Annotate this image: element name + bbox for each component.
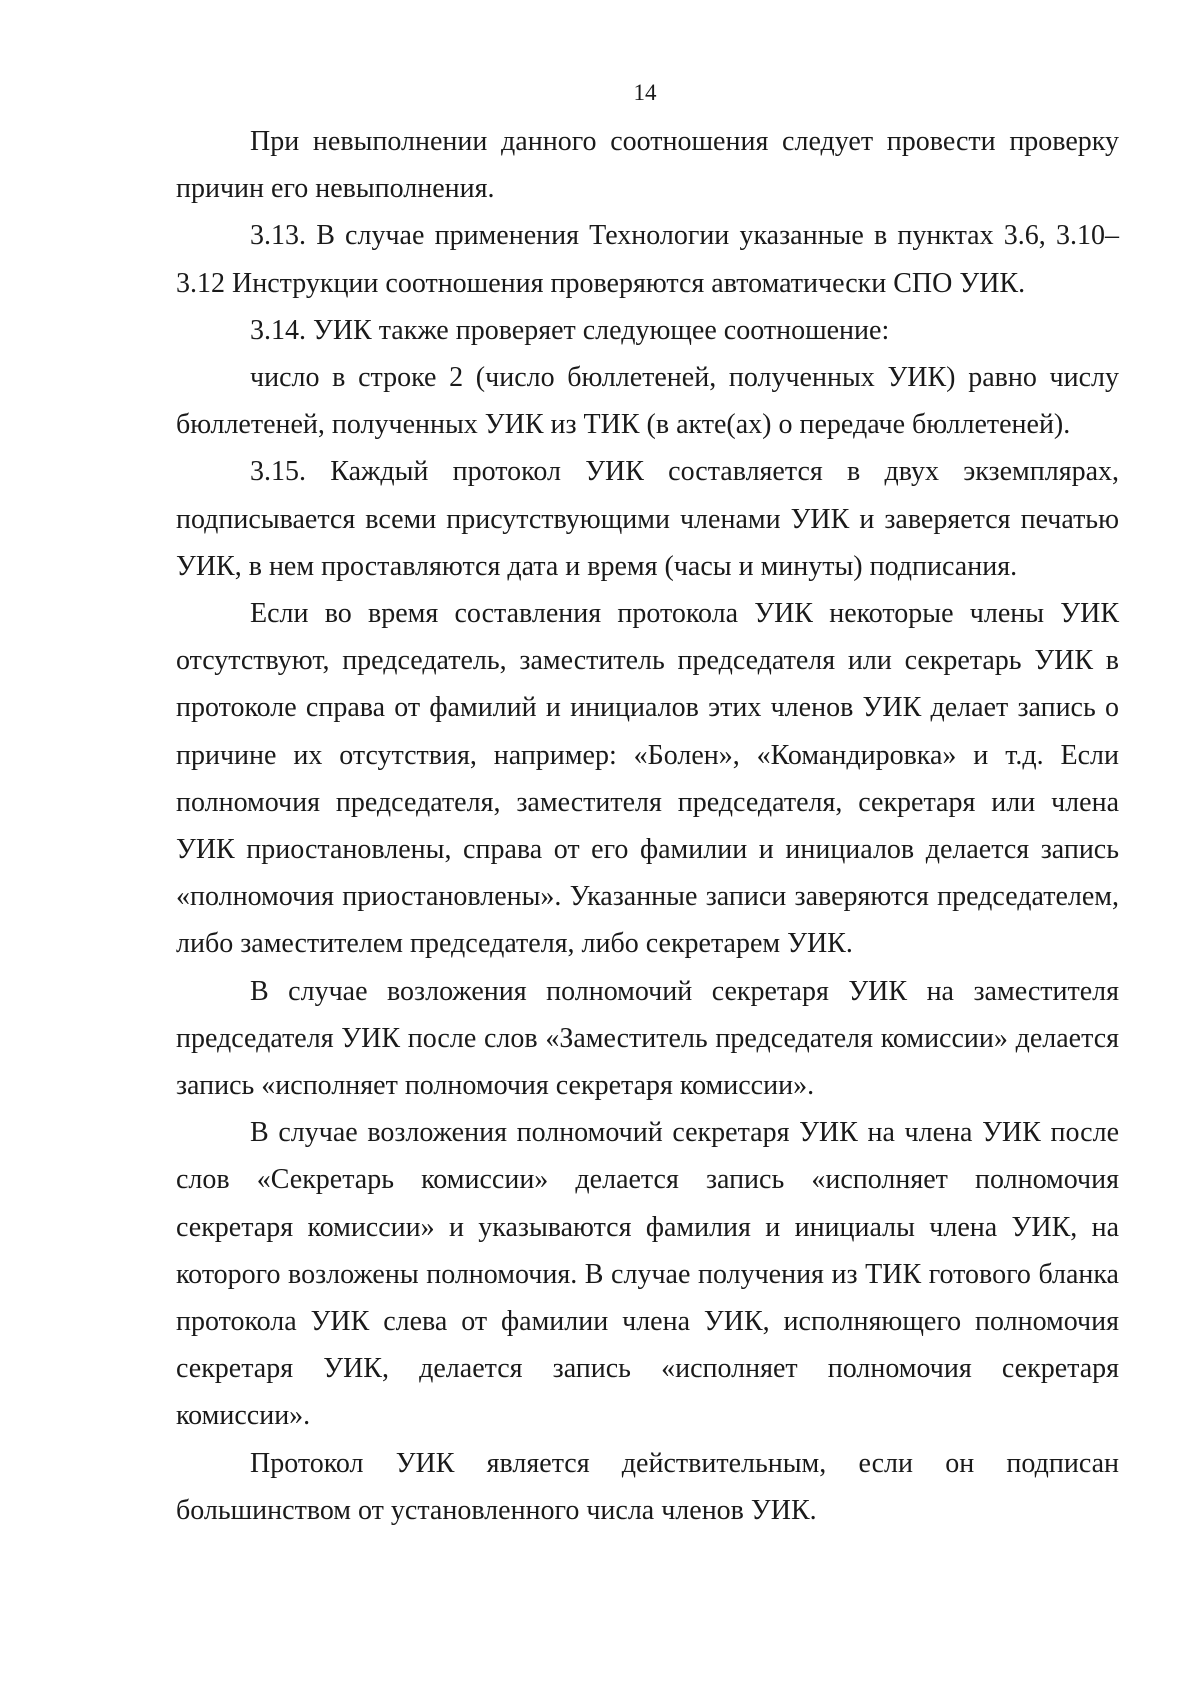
paragraph-verification-note: При невыполнении данного соотношения следует провести проверку причин его невыполнения. <box>176 126 1119 205</box>
paragraph-absent-members: Если во время составления протокола УИК некоторые члены УИК отсутствуют, председатель, заместитель председателя или секретарь УИК в протоколе справа от фамилий и инициалов этих членов УИК делает запись о причине их отсутствия, например: «Болен», «Командировка» и т.д. Если полномочия председателя, заместителя председателя, секретаря или члена УИК приостановлены, справа от его фамилии и инициалов делается запись «полномочия приостановлены». Указанные записи заверяются председателем, либо заместителем председателя, либо секретарем УИК. <box>176 598 1119 960</box>
paragraph-3-14-ratio: число в строке 2 (число бюллетеней, полученных УИК) равно числу бюллетеней, полученных УИК из ТИК (в акте(ах) о передаче бюллетеней). <box>176 362 1119 441</box>
paragraph-3-14: 3.14. УИК также проверяет следующее соотношение: <box>250 314 890 346</box>
document-body <box>176 118 1119 1534</box>
paragraph-3-13: 3.13. В случае применения Технологии указанные в пунктах 3.6, 3.10–3.12 Инструкции соотношения проверяются автоматически СПО УИК. <box>176 220 1119 299</box>
paragraph-deputy-secretary: В случае возложения полномочий секретаря УИК на заместителя председателя УИК после слов «Заместитель председателя комиссии» делается запись «исполняет полномочия секретаря комиссии». <box>176 975 1119 1102</box>
paragraph-member-secretary: В случае возложения полномочий секретаря УИК на члена УИК после слов «Секретарь комиссии» делается запись «исполняет полномочия секретаря комиссии» и указываются фамилия и инициалы члена УИК, на которого возложены полномочия. В случае получения из ТИК готового бланка протокола УИК слева от фамилии члена УИК, исполняющего полномочия секретаря УИК, делается запись «исполняет полномочия секретаря комиссии». <box>176 1117 1119 1432</box>
page-number: 14 <box>633 80 657 105</box>
paragraph-3-15: 3.15. Каждый протокол УИК составляется в двух экземплярах, подписывается всеми присутствующими членами УИК и заверяется печатью УИК, в нем проставляются дата и время (часы и минуты) подписания. <box>176 456 1119 582</box>
paragraph-protocol-validity: Протокол УИК является действительным, если он подписан большинством от установленного числа членов УИК. <box>176 1447 1119 1526</box>
